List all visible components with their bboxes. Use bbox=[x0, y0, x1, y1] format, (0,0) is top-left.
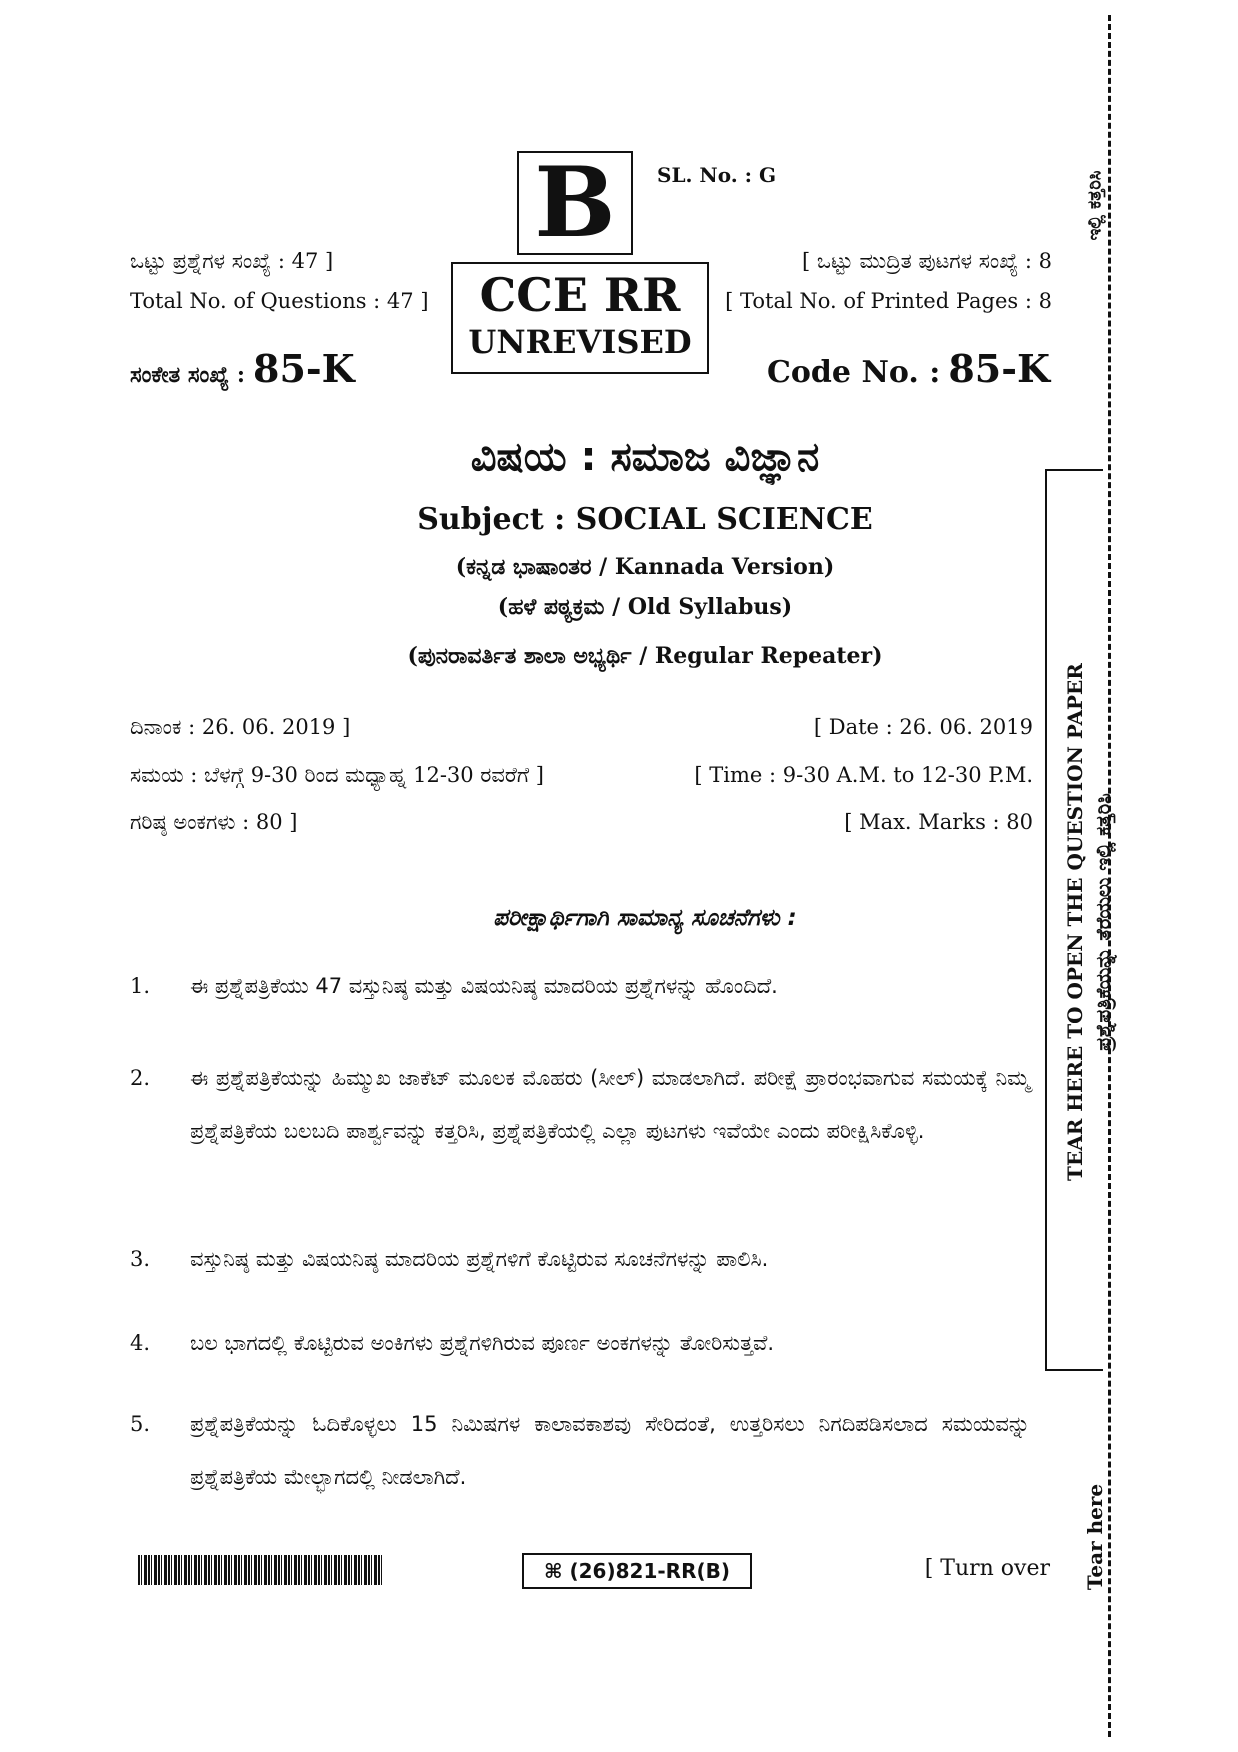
subject-kannada: ವಿಷಯ : ಸಮಾಜ ವಿಜ್ಞಾನ bbox=[470, 434, 820, 480]
syllabus-line: (ಹಳೆ ಪಠ್ಯಕ್ರಮ / Old Syllabus) bbox=[497, 594, 793, 620]
barcode-image bbox=[138, 1555, 382, 1585]
code-number-english bbox=[767, 346, 1050, 391]
code-kannada-label: ಸಂಕೇತ ಸಂಖ್ಯೆ : bbox=[130, 362, 246, 388]
instructions-title: ಪರೀಕ್ಷಾರ್ಥಿಗಾಗಿ ಸಾಮಾನ್ಯ ಸೂಚನೆಗಳು : bbox=[493, 905, 797, 931]
instruction-item bbox=[130, 1317, 1030, 1370]
max-marks-kannada: ಗರಿಷ್ಠ ಅಂಕಗಳು : 80 ] bbox=[130, 810, 298, 834]
series-letter-box: B bbox=[517, 151, 633, 255]
code-kannada-value: 85-K bbox=[253, 346, 355, 391]
total-pages-english: [ Total No. of Printed Pages : 8 bbox=[725, 289, 1052, 313]
instruction-item bbox=[130, 1052, 1030, 1158]
cce-rr-box bbox=[451, 262, 709, 374]
total-questions-kannada: ಒಟ್ಟು ಪ್ರಶ್ನೆಗಳ ಸಂಖ್ಯೆ : 47 ] bbox=[130, 249, 334, 273]
code-english-label: Code No. : bbox=[767, 355, 941, 390]
date-english: [ Date : 26. 06. 2019 bbox=[813, 715, 1033, 739]
code-number-kannada bbox=[130, 346, 355, 391]
time-kannada: ಸಮಯ : ಬೆಳಗ್ಗೆ 9-30 ರಿಂದ ಮಧ್ಯಾಹ್ನ 12-30 ರವರೆಗೆ ] bbox=[130, 763, 544, 787]
paper-code-box: ⌘ (26)821-RR(B) bbox=[522, 1553, 752, 1589]
tear-here-english: TEAR HERE TO OPEN THE QUESTION PAPER bbox=[1063, 663, 1087, 1181]
date-kannada: ದಿನಾಂಕ : 26. 06. 2019 ] bbox=[130, 715, 351, 739]
code-english-value: 85-K bbox=[948, 346, 1050, 391]
turn-over-note: [ Turn over bbox=[924, 1556, 1050, 1581]
tear-here-label[interactable]: Tear here bbox=[1083, 1483, 1107, 1591]
instruction-number: 2. bbox=[130, 1066, 151, 1090]
instruction-number: 3. bbox=[130, 1247, 151, 1271]
instruction-text: ಈ ಪ್ರಶ್ನೆಪತ್ರಿಕೆಯನ್ನು ಹಿಮ್ಮುಖ ಜಾಕೆಟ್ ಮೂಲಕ ಮೊಹರು (ಸೀಲ್) ಮಾಡಲಾಗಿದೆ. ಪರೀಕ್ಷೆ ಪ್ರಾರಂಭವಾಗುವ ಸಮಯಕ್ಕೆ ನಿಮ್ಮ ಪ್ರಶ್ನೆಪತ್ರಿಕೆಯ ಬಲಬದಿ ಪಾರ್ಶ್ವವನ್ನು ಕತ್ತರಿಸಿ, ಪ್ರಶ್ನೆಪತ್ರಿಕೆಯಲ್ಲಿ ಎಲ್ಲಾ ಪುಟಗಳು ಇವೆಯೇ ಎಂದು ಪರೀಕ್ಷಿಸಿಕೊಳ್ಳಿ. bbox=[190, 1066, 1030, 1143]
instruction-number: 1. bbox=[130, 974, 151, 998]
instruction-text: ಈ ಪ್ರಶ್ನೆಪತ್ರಿಕೆಯು 47 ವಸ್ತುನಿಷ್ಠ ಮತ್ತು ವಿಷಯನಿಷ್ಠ ಮಾದರಿಯ ಪ್ರಶ್ನೆಗಳನ್ನು ಹೊಂದಿದೆ. bbox=[190, 974, 778, 998]
total-questions-english: Total No. of Questions : 47 ] bbox=[130, 289, 429, 313]
serial-number: SL. No. : G bbox=[657, 163, 777, 187]
tear-here-kannada: ಪ್ರಶ್ನೆಪತ್ರಿಕೆಯನ್ನು ತೆರೆಯಲು ಇಲ್ಲಿ ಕತ್ತರಿಸಿ bbox=[1091, 793, 1115, 1051]
instruction-item bbox=[130, 1233, 1030, 1286]
instruction-text: ವಸ್ತುನಿಷ್ಠ ಮತ್ತು ವಿಷಯನಿಷ್ಠ ಮಾದರಿಯ ಪ್ರಶ್ನೆಗಳಿಗೆ ಕೊಟ್ಟಿರುವ ಸೂಚನೆಗಳನ್ನು ಪಾಲಿಸಿ. bbox=[190, 1247, 769, 1271]
instruction-text: ಪ್ರಶ್ನೆಪತ್ರಿಕೆಯನ್ನು ಓದಿಕೊಳ್ಳಲು 15 ನಿಮಿಷಗಳ ಕಾಲಾವಕಾಶವು ಸೇರಿದಂತೆ, ಉತ್ತರಿಸಲು ನಿಗದಿಪಡಿಸಲಾದ ಸಮಯವನ್ನು ಪ್ರಶ್ನೆಪತ್ರಿಕೆಯ ಮೇಲ್ಭಾಗದಲ್ಲಿ ನೀಡಲಾಗಿದೆ. bbox=[190, 1412, 1030, 1489]
subject-english: Subject : SOCIAL SCIENCE bbox=[417, 502, 873, 537]
instruction-text: ಬಲ ಭಾಗದಲ್ಲಿ ಕೊಟ್ಟಿರುವ ಅಂಕಿಗಳು ಪ್ರಶ್ನೆಗಳಿಗಿರುವ ಪೂರ್ಣ ಅಂಕಗಳನ್ನು ತೋರಿಸುತ್ತವೆ. bbox=[190, 1331, 775, 1355]
tear-top-kannada: ಇಲ್ಲಿ ಕತ್ತರಿಸಿ bbox=[1084, 170, 1106, 241]
instruction-number: 4. bbox=[130, 1331, 151, 1355]
instruction-number: 5. bbox=[130, 1412, 151, 1436]
total-pages-kannada: [ ಒಟ್ಟು ಮುದ್ರಿತ ಪುಟಗಳ ಸಂಖ್ಯೆ : 8 bbox=[801, 249, 1052, 273]
instruction-item bbox=[130, 960, 1030, 1013]
cce-title: CCE RR bbox=[479, 268, 681, 322]
candidate-type-line: (ಪುನರಾವರ್ತಿತ ಶಾಲಾ ಅಭ್ಯರ್ಥಿ / Regular Repeater) bbox=[407, 643, 883, 669]
version-line: (ಕನ್ನಡ ಭಾಷಾಂತರ / Kannada Version) bbox=[455, 554, 835, 580]
instruction-item bbox=[130, 1398, 1030, 1504]
time-english: [ Time : 9-30 A.M. to 12-30 P.M. bbox=[694, 763, 1033, 787]
max-marks-english: [ Max. Marks : 80 bbox=[844, 810, 1033, 834]
cce-subtitle: UNREVISED bbox=[468, 323, 692, 361]
